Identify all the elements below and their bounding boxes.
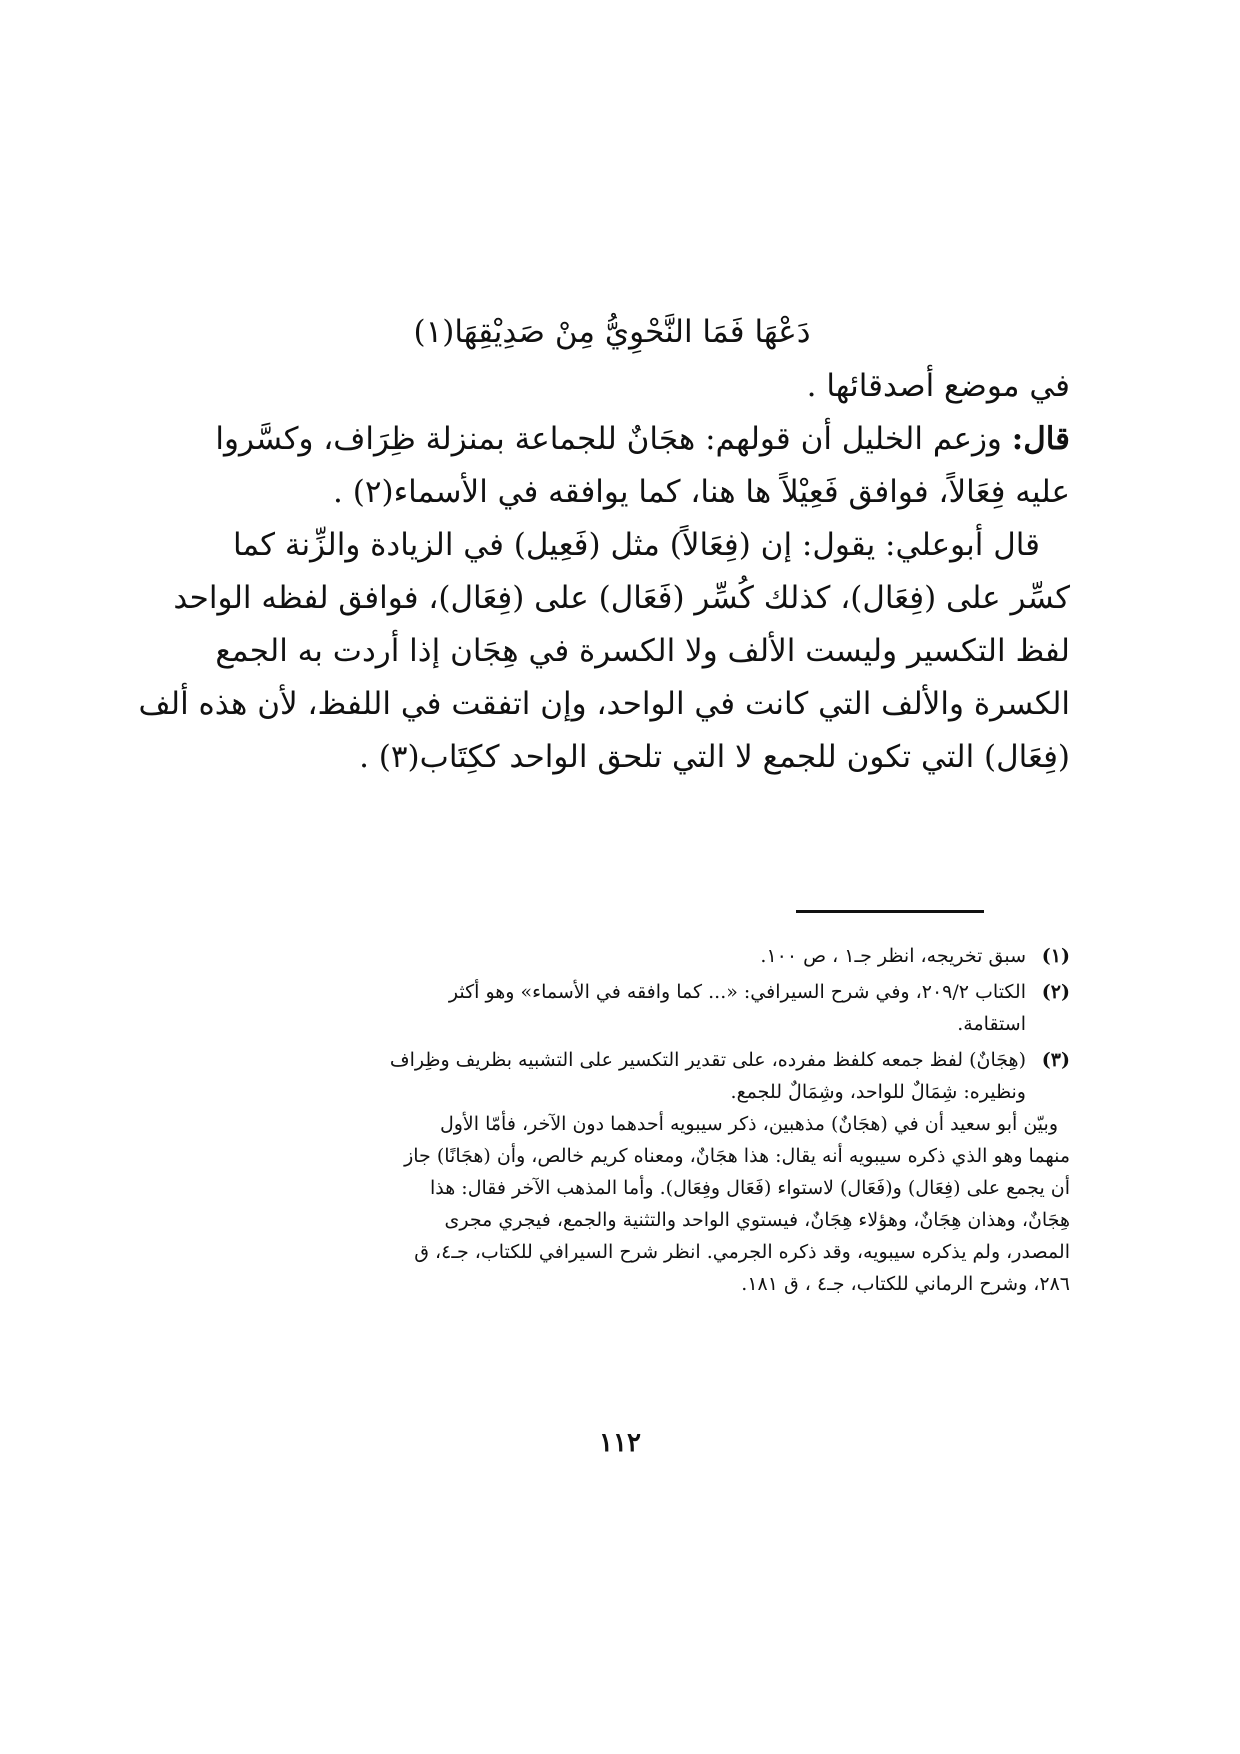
- footnote-line: سبق تخريجه، انظر جـ١ ، ص ١٠٠.: [760, 945, 1026, 967]
- paragraph-2: [215, 413, 1070, 519]
- footnote-line: استقامة.: [957, 1013, 1026, 1035]
- footnote-line: المصدر، ولم يذكره سيبويه، وقد ذكره الجرمي. انظر شرح السيرافي للكتاب، جـ٤، ق: [414, 1241, 1070, 1263]
- footnote-line: ٢٨٦، وشرح الرماني للكتاب، جـ٤ ، ق ١٨١.: [741, 1273, 1070, 1295]
- page-number: ١١٢: [599, 1428, 641, 1458]
- text-line: الكسرة والألف التي كانت في الواحد، وإن اتفقت في اللفظ، لأن هذه ألف: [138, 686, 1070, 722]
- footnote-number: (١): [1041, 945, 1070, 967]
- footnotes: [262, 940, 1070, 1300]
- footnote-line: (هِجَانٌ) لفظ جمعه كلفظ مفرده، على تقدير التكسير على التشبيه بظريف وظِراف: [389, 1049, 1026, 1071]
- footnote-divider: [796, 910, 984, 913]
- footnote-2: [262, 976, 1070, 1040]
- footnote-number: (٣): [1041, 1049, 1070, 1071]
- footnote-line: ونظيره: شِمَالٌ للواحد، وشِمَالٌ للجمع.: [730, 1081, 1026, 1103]
- footnote-text: [262, 1044, 1026, 1108]
- poetry-verse: دَعْهَا فَمَا النَّحْوِيُّ مِنْ صَدِيْقِهَا(١): [413, 314, 811, 350]
- footnote-number: (٢): [1041, 981, 1070, 1003]
- footnote-text: [262, 940, 1026, 972]
- text-line: قال أبوعلي: يقول: إن (فِعَالاً) مثل (فَعِيل) في الزيادة والزِّنة كما: [232, 527, 1040, 563]
- text-line: (فِعَال) التي تكون للجمع لا التي تلحق الواحد ككِتَاب(٣) .: [359, 739, 1070, 775]
- paragraph-1: [262, 360, 1070, 413]
- footnote-1: [262, 940, 1070, 972]
- footnote-line: هِجَانٌ، وهذان هِجَانٌ، وهؤلاء هِجَانٌ، فيستوي الواحد والتثنية والجمع، فيجري مجرى: [444, 1209, 1070, 1231]
- paragraph-3: [138, 519, 1070, 784]
- footnote-3: [262, 1044, 1070, 1108]
- footnote-line: منهما وهو الذي ذكره سيبويه أنه يقال: هذا هجَانٌ، ومعناه كريم خالص، وأن (هجَانًا) جاز: [404, 1145, 1070, 1167]
- lead-word: قال:: [1011, 421, 1070, 457]
- footnote-line: الكتاب ٢٠٩/٢، وفي شرح السيرافي: «... كما وافقه في الأسماء» وهو أكثر: [448, 981, 1026, 1003]
- footnote-line: أن يجمع على (فِعَال) و(فَعَال) لاستواء (فَعَال وفِعَال). وأما المذهب الآخر فقال: هذا: [430, 1177, 1070, 1199]
- text-line: لفظ التكسير وليست الألف ولا الكسرة في هِجَان إذا أردت به الجمع: [215, 633, 1070, 669]
- text-line: [215, 413, 1070, 466]
- text-line: كسِّر على (فِعَال)، كذلك كُسِّر (فَعَال) على (فِعَال)، فوافق لفظه الواحد: [173, 580, 1070, 616]
- footnote-text: [262, 976, 1026, 1040]
- footnote-line: وبيّن أبو سعيد أن في (هجَانٌ) مذهبين، ذكر سيبويه أحدهما دون الآخر، فأمّا الأول: [439, 1113, 1058, 1135]
- text-line: عليه فِعَالاً، فوافق فَعِيْلاً ها هنا، كما يوافقه في الأسماء(٢) .: [333, 474, 1070, 510]
- text-line: في موضع أصدقائها .: [806, 368, 1070, 404]
- text-segment: وزعم الخليل أن قولهم: هجَانٌ للجماعة بمنزلة ظِرَاف، وكسَّروا: [215, 421, 1002, 457]
- footnote-3-continuation: [262, 1108, 1070, 1300]
